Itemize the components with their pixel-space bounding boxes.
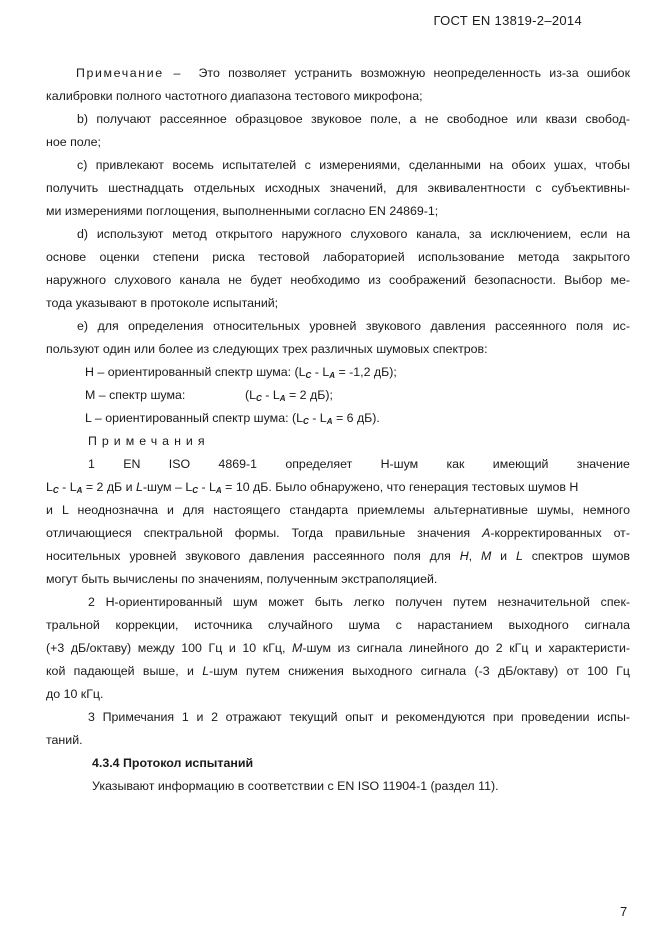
note-2-line-4: кой падающей выше, и L-шум путем снижения выходного сигнала (-3 дБ/октаву) от 100 Гц: [46, 664, 630, 678]
note-1-line-1: 1 EN ISO 4869-1 определяет H-шум как имеющий значение: [88, 457, 630, 471]
note-1-line-5: носительных уровней звукового давления рассеянного поля для H, M и L спектров шумов: [46, 549, 630, 563]
item-b-line-1: b) получают рассеянное образцовое звуковое поле, а не свободное или квази свобод-: [77, 112, 630, 126]
note-intro-line-1: Примечание – Это позволяет устранить возможную неопределенность из-за ошибок: [76, 66, 630, 80]
item-c-line-2: получить шестнадцать отдельных исходных значений, для эквивалентности с субъективны-: [46, 181, 630, 195]
item-d-line-3: наружного слухового канала не будет необходимо из соображений безопасности. Выбор ме-: [46, 273, 630, 287]
item-d-line-2: основе оценки степени риска тестовой лабораторией использование метода закрытого: [46, 250, 630, 264]
item-e-line-1: e) для определения относительных уровней звукового давления рассеянного поля ис-: [77, 319, 630, 333]
item-e-line-2: пользуют один или более из следующих трех различных шумовых спектров:: [46, 342, 488, 356]
note-3-line-1: 3 Примечания 1 и 2 отражают текущий опыт и рекомендуются при проведении испы-: [88, 710, 630, 724]
section-text: Указывают информацию в соответствии с EN ISO 11904-1 (раздел 11).: [92, 779, 499, 793]
item-c-line-1: c) привлекают восемь испытателей с измерениями, сделанными на обоих ушах, чтобы: [77, 158, 630, 172]
notes-heading: Примечания: [88, 434, 210, 448]
item-c-line-3: ми измерениями поглощения, выполненными согласно EN 24869-1;: [46, 204, 439, 218]
note-2-line-2: тральной коррекции, источника случайного шума с нарастанием выходного сигнала: [46, 618, 630, 632]
note-label: Примечание –: [76, 66, 183, 80]
document-header: ГОСТ EN 13819-2–2014: [433, 13, 582, 28]
spectrum-h: H – ориентированный спектр шума: ($L_C - L_A = -1,2$ дБ);: [85, 365, 397, 380]
item-b-line-2: ное поле;: [46, 135, 101, 149]
note-2-line-1: 2 H-ориентированный шум может быть легко получен путем незначительной спек-: [88, 595, 630, 609]
spectrum-m: M – спектр шума: ($L_C - L_A = 2$ дБ);: [85, 388, 333, 403]
section-heading: 4.3.4 Протокол испытаний: [92, 756, 254, 770]
item-d-line-1: d) используют метод открытого наружного слухового канала, за исключением, если на: [77, 227, 630, 241]
item-d-line-4: тода указывают в протоколе испытаний;: [46, 296, 279, 310]
spectrum-l: L – ориентированный спектр шума: ($L_C - L_A = 6$ дБ).: [85, 411, 380, 426]
note-1-line-6: могут быть вычислены по значениям, полученным экстраполяцией.: [46, 572, 438, 586]
note-intro-line-2: калибровки полного частотного диапазона тестового микрофона;: [46, 89, 423, 103]
note-1-line-4: отличающиеся спектральной формы. Тогда правильные значения A-корректированных от-: [46, 526, 630, 540]
note-1-line-3: и L неоднозначна и для настоящего стандарта приемлемы альтернативные шумы, немного: [46, 503, 630, 517]
note-2-line-5: до 10 кГц.: [46, 687, 104, 701]
note-1-line-2: $L_C - L_A = 2$ дБ и $L-шум - L_C - L_A = 10$ дБ. Было обнаружено, что генерация тестовых шумов H: [46, 480, 579, 495]
page-number: 7: [620, 904, 628, 919]
note-3-line-2: таний.: [46, 733, 83, 747]
note-2-line-3: (+3 дБ/октаву) между 100 Гц и 10 кГц, M-шум из сигнала линейного до 2 кГц и характеристи-: [46, 641, 630, 655]
